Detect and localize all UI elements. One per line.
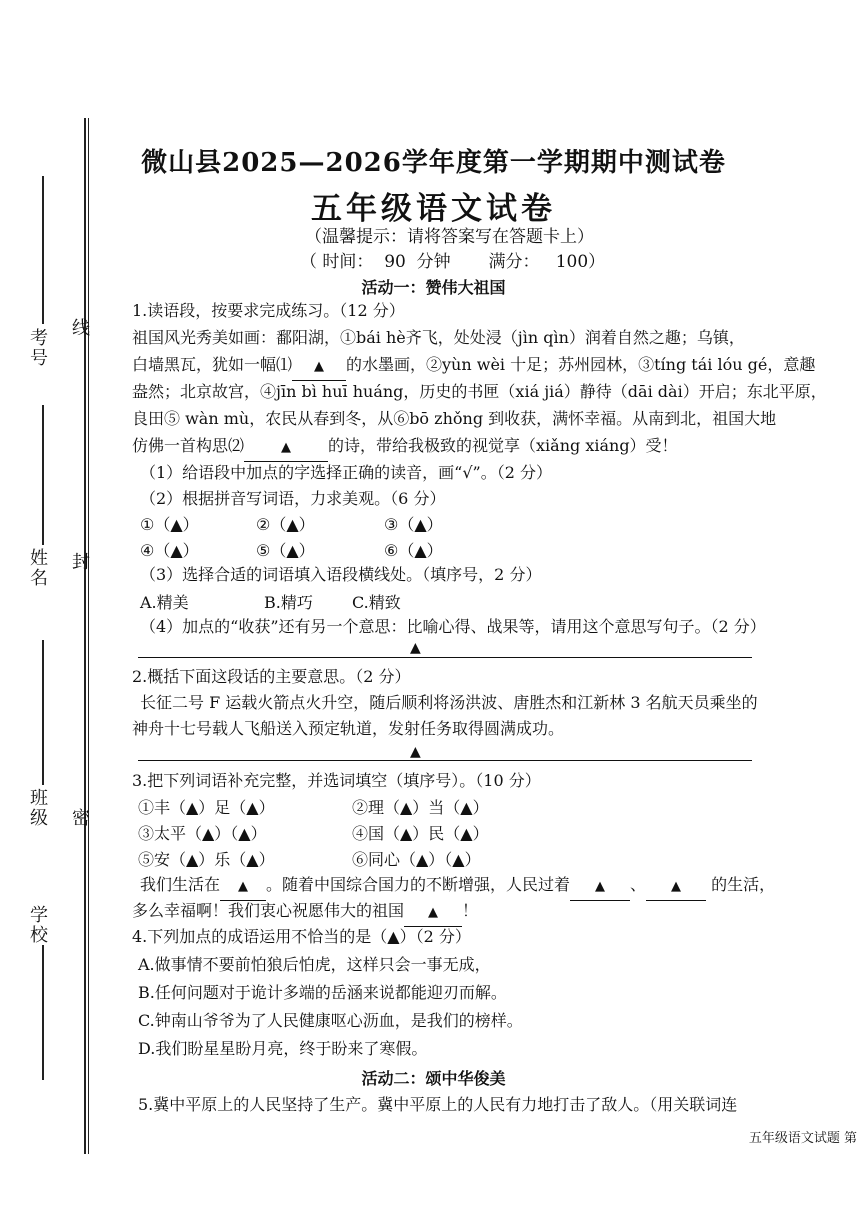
binding-rule-inner	[88, 118, 89, 1154]
exam-id-label: 考号	[27, 328, 48, 368]
q1-sub4: （4）加点的“收获”还有另一个意思：比喻心得、战果等，请用这个意思写句子。（2 分）	[140, 617, 766, 636]
q1-box-6[interactable]: ⑥（▲）	[384, 541, 443, 560]
q3-fill-line-1	[140, 872, 775, 901]
q4-option-c[interactable]: C.钟南山爷爷为了人民健康呕心沥血，是我们的榜样。	[138, 1011, 523, 1030]
q1-choice-c: C.精致	[352, 593, 401, 612]
q2-title: 2.概括下面这段话的主要意思。（2 分）	[132, 667, 411, 686]
q1-blank-2[interactable]: ▲	[244, 433, 328, 462]
q3-fill-c: 、	[630, 875, 647, 894]
q3-fill-b: 。随着中国综合国力的不断增强，人民过着	[266, 875, 571, 894]
q1-para-5b: 的诗，带给我极致的视觉享（xiǎng xiáng）受！	[328, 436, 678, 455]
q4-option-d[interactable]: D.我们盼星星盼月亮，终于盼来了寒假。	[138, 1039, 428, 1058]
time-score: （ 时间： 90 分钟 满分： 100）	[300, 252, 606, 272]
q1-box-5[interactable]: ⑤（▲）	[256, 541, 315, 560]
q3-item-4[interactable]: ④国（▲）民（▲）	[352, 824, 489, 843]
q4-option-b[interactable]: B.任何问题对于诡计多端的岳涵来说都能迎刃而解。	[138, 983, 507, 1002]
q1-para-4: 良田⑤ wàn mù，农民从春到冬，从⑥bō zhǒng 到收获，满怀幸福。从南到北，祖国大地	[132, 409, 777, 428]
q3-fill-e: 多么幸福啊！我们衷心祝愿伟大的祖国	[132, 901, 405, 920]
cut-mark-line: 线	[69, 318, 90, 338]
q1-box-1[interactable]: ①（▲）	[140, 515, 199, 534]
name-label: 姓名	[27, 548, 48, 588]
section-2-title: 活动二：颂中华俊美	[361, 1069, 506, 1088]
q1-para-5	[132, 433, 678, 462]
class-label: 班级	[27, 788, 48, 828]
q3-item-5[interactable]: ⑤安（▲）乐（▲）	[138, 850, 275, 869]
school-label: 学校	[27, 905, 48, 945]
q1-box-3[interactable]: ③（▲）	[384, 515, 443, 534]
q1-answer-line[interactable]	[138, 657, 752, 658]
cut-mark-secret: 密	[69, 808, 90, 828]
q3-fill-line-2	[132, 898, 478, 927]
q3-blank-4[interactable]: ▲	[404, 898, 462, 927]
q2-answer-line[interactable]	[138, 760, 752, 761]
cut-mark-seal: 封	[69, 552, 90, 572]
q3-item-6[interactable]: ⑥同心（▲）（▲）	[352, 850, 481, 869]
class-field	[42, 640, 44, 785]
q1-para-2	[132, 352, 815, 381]
q1-sub2: （2）根据拼音写词语，力求美观。（6 分）	[140, 489, 446, 508]
q1-choice-b: B.精巧	[264, 593, 313, 612]
binding-rule	[84, 118, 86, 1154]
q1-box-4[interactable]: ④（▲）	[140, 541, 199, 560]
q1-para-2b: 的水墨画，②yùn wèi 十足；苏州园林，③tíng tái lóu gé，意趣	[346, 355, 816, 374]
school-field	[42, 945, 44, 1080]
tip-text: （温馨提示：请将答案写在答题卡上）	[305, 227, 594, 247]
exam-subtitle: 五年级语文试卷	[311, 191, 556, 227]
q1-para-3: 盎然；北京故宫，④jīn bì huī huáng，历史的书匣（xiá jiá）静待（dāi dài）开启；东北平原，	[132, 382, 827, 401]
section-1-title: 活动一：赞伟大祖国	[361, 278, 506, 297]
q3-fill-a: 我们生活在	[140, 875, 221, 894]
q3-blank-1[interactable]: ▲	[220, 872, 266, 901]
q1-title: 1.读语段，按要求完成练习。（12 分）	[132, 301, 405, 320]
q3-blank-2[interactable]: ▲	[570, 872, 630, 901]
q3-fill-d: 的生活，	[706, 875, 776, 894]
q1-answer-mark: ▲	[410, 640, 421, 656]
q1-para-5a: 仿佛一首构思⑵	[132, 436, 245, 455]
q3-blank-3[interactable]: ▲	[646, 872, 706, 901]
q1-choice-a: A.精美	[140, 593, 189, 612]
q1-para-2a: 白墙黑瓦，犹如一幅⑴	[132, 355, 293, 374]
q3-item-3[interactable]: ③太平（▲）（▲）	[138, 824, 267, 843]
page-footer: 五年级语文试题 第	[748, 1131, 857, 1146]
name-field	[42, 405, 44, 545]
q3-title: 3.把下列词语补充完整，并选词填空（填序号）。（10 分）	[132, 771, 541, 790]
q2-text-2: 神舟十七号载人飞船送入预定轨道，发射任务取得圆满成功。	[132, 719, 565, 738]
q4-title: 4.下列加点的成语运用不恰当的是（▲）（2 分）	[132, 927, 471, 946]
q2-answer-mark: ▲	[410, 744, 421, 760]
q5-title: 5.冀中平原上的人民坚持了生产。冀中平原上的人民有力地打击了敌人。（用关联词连	[138, 1095, 738, 1114]
q1-sub3: （3）选择合适的词语填入语段横线处。（填序号，2 分）	[140, 565, 542, 584]
q3-fill-f: ！	[462, 901, 479, 920]
q1-box-2[interactable]: ②（▲）	[256, 515, 315, 534]
q1-sub1: （1）给语段中加点的字选择正确的读音，画“√”。（2 分）	[140, 463, 553, 482]
q1-blank-1[interactable]: ▲	[292, 352, 346, 381]
exam-title: 微山县2025—2026学年度第一学期期中测试卷	[141, 148, 726, 178]
q2-text-1: 长征二号 F 运载火箭点火升空，随后顺利将汤洪波、唐胜杰和江新林 3 名航天员乘坐的	[140, 693, 758, 712]
q4-option-a[interactable]: A.做事情不要前怕狼后怕虎，这样只会一事无成，	[138, 955, 491, 974]
q3-item-1[interactable]: ①丰（▲）足（▲）	[138, 798, 275, 817]
q1-para-1: 祖国风光秀美如画：鄱阳湖，①bái hè齐飞，处处浸（jìn qìn）润着自然之趣；乌镇，	[132, 328, 745, 347]
q3-item-2[interactable]: ②理（▲）当（▲）	[352, 798, 489, 817]
